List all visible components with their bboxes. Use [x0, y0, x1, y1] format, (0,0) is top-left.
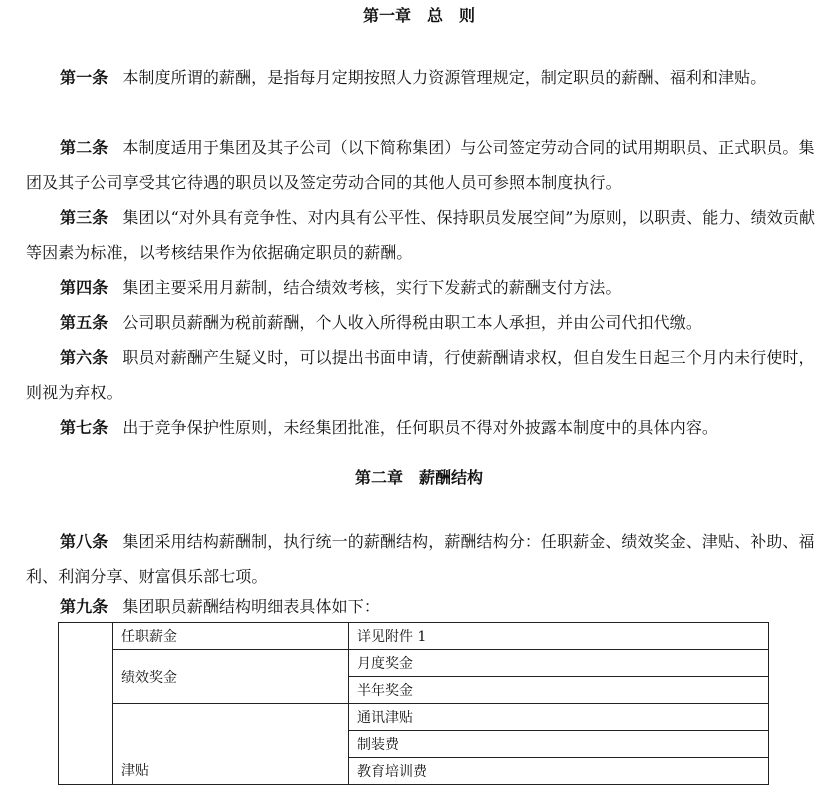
table-cell-detail: 半年奖金	[349, 677, 769, 704]
article-text: 集团主要采用月薪制，结合绩效考核，实行下发薪式的薪酬支付方法。	[122, 278, 622, 297]
article-text: 本制度所谓的薪酬，是指每月定期按照人力资源管理规定，制定职员的薪酬、福利和津贴。	[122, 68, 767, 87]
article-1	[26, 60, 816, 95]
article-text: 公司职员薪酬为税前薪酬，个人收入所得税由职工本人承担，并由公司代扣代缴。	[122, 313, 702, 332]
article-number: 第九条	[60, 597, 109, 616]
table-cell-detail: 制装费	[349, 731, 769, 758]
article-6	[26, 340, 816, 410]
article-number: 第七条	[60, 418, 109, 437]
article-5	[26, 305, 816, 340]
article-4	[26, 270, 816, 305]
article-number: 第三条	[60, 208, 109, 227]
article-7	[26, 410, 816, 445]
article-text: 职员对薪酬产生疑义时，可以提出书面申请，行使薪酬请求权，但自发生日起三个月内未行使时，则视为弃权。	[26, 348, 815, 402]
table-cell-detail: 月度奖金	[349, 650, 769, 677]
article-number: 第四条	[60, 278, 109, 297]
table-cell-detail: 教育培训费	[349, 758, 769, 785]
table-cell-detail: 详见附件 1	[349, 623, 769, 650]
article-text: 出于竞争保护性原则，未经集团批准，任何职员不得对外披露本制度中的具体内容。	[122, 418, 719, 437]
article-number: 第一条	[60, 68, 109, 87]
chapter-1-title: 第一章 总 则	[362, 6, 475, 25]
table-row	[59, 623, 769, 650]
table-cell-detail: 通讯津贴	[349, 704, 769, 731]
salary-structure-table	[58, 622, 769, 785]
article-3	[26, 200, 816, 270]
table-row	[59, 704, 769, 731]
table-cell-item: 绩效奖金	[113, 650, 349, 704]
article-text: 集团职员薪酬结构明细表具体如下：	[122, 597, 380, 616]
chapter-2-title: 第二章 薪酬结构	[354, 468, 483, 487]
table-cell-item: 任职薪金	[113, 623, 349, 650]
article-number: 第二条	[60, 138, 109, 157]
table-cell-blank	[59, 623, 113, 785]
article-2	[26, 130, 816, 200]
article-number: 第五条	[60, 313, 109, 332]
article-9	[26, 592, 816, 622]
article-text: 本制度适用于集团及其子公司（以下简称集团）与公司签定劳动合同的试用期职员、正式职员。集团及其子公司享受其它待遇的职员以及签定劳动合同的其他人员可参照本制度执行。	[26, 138, 815, 192]
table-row	[59, 650, 769, 677]
article-8	[26, 524, 816, 594]
article-text: 集团以“对外具有竞争性、对内具有公平性、保持职员发展空间”为原则，以职责、能力、绩效贡献等因素为标准，以考核结果作为依据确定职员的薪酬。	[26, 208, 816, 262]
article-number: 第八条	[60, 532, 109, 551]
article-text: 集团采用结构薪酬制，执行统一的薪酬结构，薪酬结构分：任职薪金、绩效奖金、津贴、补助、福利、利润分享、财富俱乐部七项。	[26, 532, 815, 586]
article-number: 第六条	[60, 348, 109, 367]
table-cell-item: 津贴	[113, 704, 349, 785]
